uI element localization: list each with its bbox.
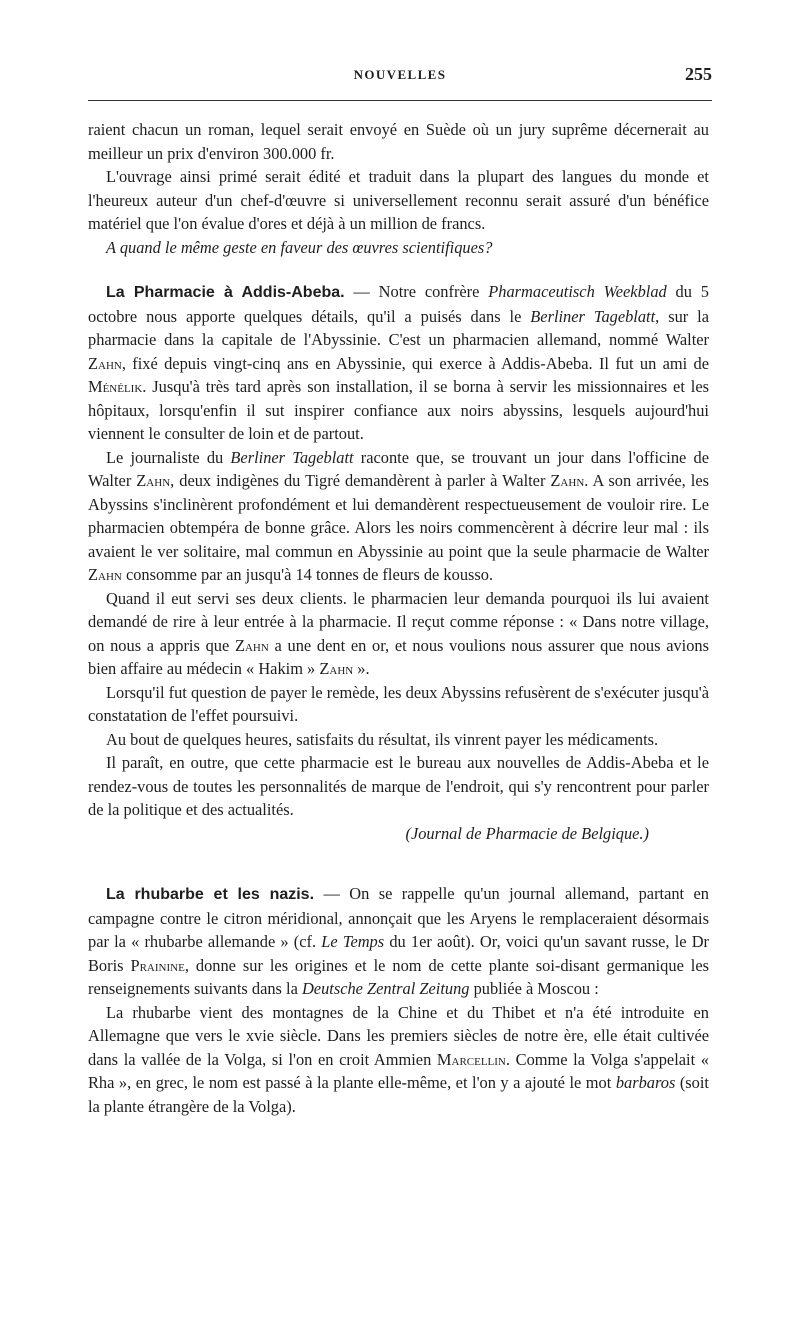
body-text xyxy=(88,118,709,1118)
text-run: — Notre confrère xyxy=(344,282,489,301)
header-rule xyxy=(88,100,712,101)
text-run: . Jusqu'à très tard après son installation, il se borna à servir les missionnaires et les hôpitaux, lorsqu'enfin il sut inspirer confiance aux noirs abyssins, lesquels aujourd'hui viennent le consulter de loin et de partout. xyxy=(88,377,709,443)
running-head xyxy=(88,64,712,86)
text-run: (soit la plante étrangère de la Volga). xyxy=(88,1073,709,1116)
text-run: , donne sur les origines et le nom de cette plante soi-disant germanique les renseignements suivants dans la xyxy=(88,955,710,998)
foreign-word: barbaros xyxy=(615,1073,676,1092)
person-name: Zahn xyxy=(319,659,354,678)
person-name: Zahn xyxy=(88,353,122,373)
text-run: du 5 octobre nous apporte quelques détails, qu'il a puisés dans le xyxy=(88,282,709,326)
text-run: — On se rappelle qu'un journal allemand, partant en campagne contre le citron méridional, annonçait que les Aryens le remplaceraient désormais par la « rhubarbe allemande » (cf. xyxy=(88,884,709,951)
person-name: Zahn xyxy=(136,471,171,490)
source-citation: (Journal de Pharmacie de Belgique.) xyxy=(405,823,649,843)
text-run: Quand il eut servi ses deux clients. le pharmacien leur demanda pourquoi ils lui avaient demandé de rire à leur entrée à la pharmacie. Il reçut comme réponse : « Dans notre village, on nous a appris que xyxy=(88,588,709,655)
journal-title: Berliner Tageblatt xyxy=(230,447,354,467)
text-run: ». xyxy=(353,659,370,678)
paragraph xyxy=(88,1001,709,1119)
article-pharmacie-intro xyxy=(88,280,709,446)
person-name: Marcellin xyxy=(436,1049,506,1069)
text-run: raconte que, se trouvant un jour dans l'officine de Walter xyxy=(88,447,709,490)
running-title: NOUVELLES xyxy=(353,67,447,82)
person-name: Zahn xyxy=(550,471,585,490)
person-name: Zahn xyxy=(88,565,122,584)
paragraph: raient chacun un roman, lequel serait envoyé en Suède où un jury suprême décernerait au meilleur un prix d'environ 300.000 fr. xyxy=(88,120,709,163)
person-name: Prainine xyxy=(130,955,185,975)
paragraph: Au bout de quelques heures, satisfaits du résultat, ils vinrent payer les médicaments. xyxy=(106,729,659,749)
text-run: publiée à Moscou : xyxy=(469,979,599,998)
journal-title: Deutsche Zentral Zeitung xyxy=(301,979,470,998)
text-run: , fixé depuis vingt-cinq ans en Abyssinie, qui exerce à Addis-Abeba. Il fut un ami de xyxy=(121,353,709,373)
text-run: a une dent en or, et nous voulions nous assurer que nous avions bien affaire au médecin « Hakim » xyxy=(88,635,709,678)
journal-title: Le Temps xyxy=(321,932,385,951)
paragraph: L'ouvrage ainsi primé serait édité et traduit dans la plupart des langues du monde et l'heureux auteur d'un chef-d'œuvre si universellement reconnu serait assuré d'un bénéfice matériel que l'on évalue d'ores et déjà à un million de francs. xyxy=(88,167,709,233)
page-number: 255 xyxy=(685,64,712,84)
text-run: . Comme la Volga s'appelait « Rha », en grec, le nom est passé à la plante elle-même, et l'on y a ajouté le mot xyxy=(88,1049,709,1092)
paragraph: Lorsqu'il fut question de payer le remède, les deux Abyssins refusèrent de s'exécuter jusqu'à constatation de l'effet poursuivi. xyxy=(88,682,709,725)
text-run: , deux indigènes du Tigré demandèrent à parler à Walter xyxy=(170,471,551,490)
article-rhubarbe-intro xyxy=(88,882,709,1001)
text-run: consomme par an jusqu'à 14 tonnes de fleurs de kousso. xyxy=(121,565,494,584)
text-run: Le journaliste du xyxy=(106,447,231,467)
journal-title: Berliner Tageblatt xyxy=(530,306,656,326)
person-name: Ménélik xyxy=(88,377,143,396)
text-run: . A son arrivée, les Abyssins s'inclinèrent profondément et lui demandèrent respectueusement de vouloir rire. Le pharmacien obtempéra de bonne grâce. Alors les noirs commencèrent à décrire leur mal : ils avaient le ver solitaire, mal commun en Abyssinie au point que la seule pharmacie de Walter xyxy=(88,471,709,561)
italic-question: A quand le même geste en faveur des œuvres scientifiques? xyxy=(106,237,493,257)
text-run: La rhubarbe vient des montagnes de la Chine et du Thibet et n'a été introduite en Allemagne que vers le xvie siècle. Dans les premiers siècles de notre ère, elle était cultivée dans la vallée de la Volga, si l'on en croit Ammien xyxy=(88,1002,709,1069)
section-title: La rhubarbe et les nazis. xyxy=(106,886,315,903)
paragraph xyxy=(88,446,709,587)
text-run: du 1er août). Or, voici qu'un savant russe, le Dr Boris xyxy=(88,932,709,975)
paragraph: Il paraît, en outre, que cette pharmacie est le bureau aux nouvelles de Addis-Abeba et le rendez-vous de toutes les personnalités de marque de l'endroit, qui s'y rencontrent pour parler de la politique et des actualités. xyxy=(88,753,709,819)
paragraph xyxy=(88,587,709,681)
journal-title: Pharmaceutisch Weekblad xyxy=(488,282,667,301)
person-name: Zahn xyxy=(234,635,269,655)
section-title: La Pharmacie à Addis-Abeba. xyxy=(106,284,345,301)
text-run: , sur la pharmacie dans la capitale de l'Abyssinie. C'est un pharmacien allemand, nommé Walter xyxy=(88,306,709,349)
